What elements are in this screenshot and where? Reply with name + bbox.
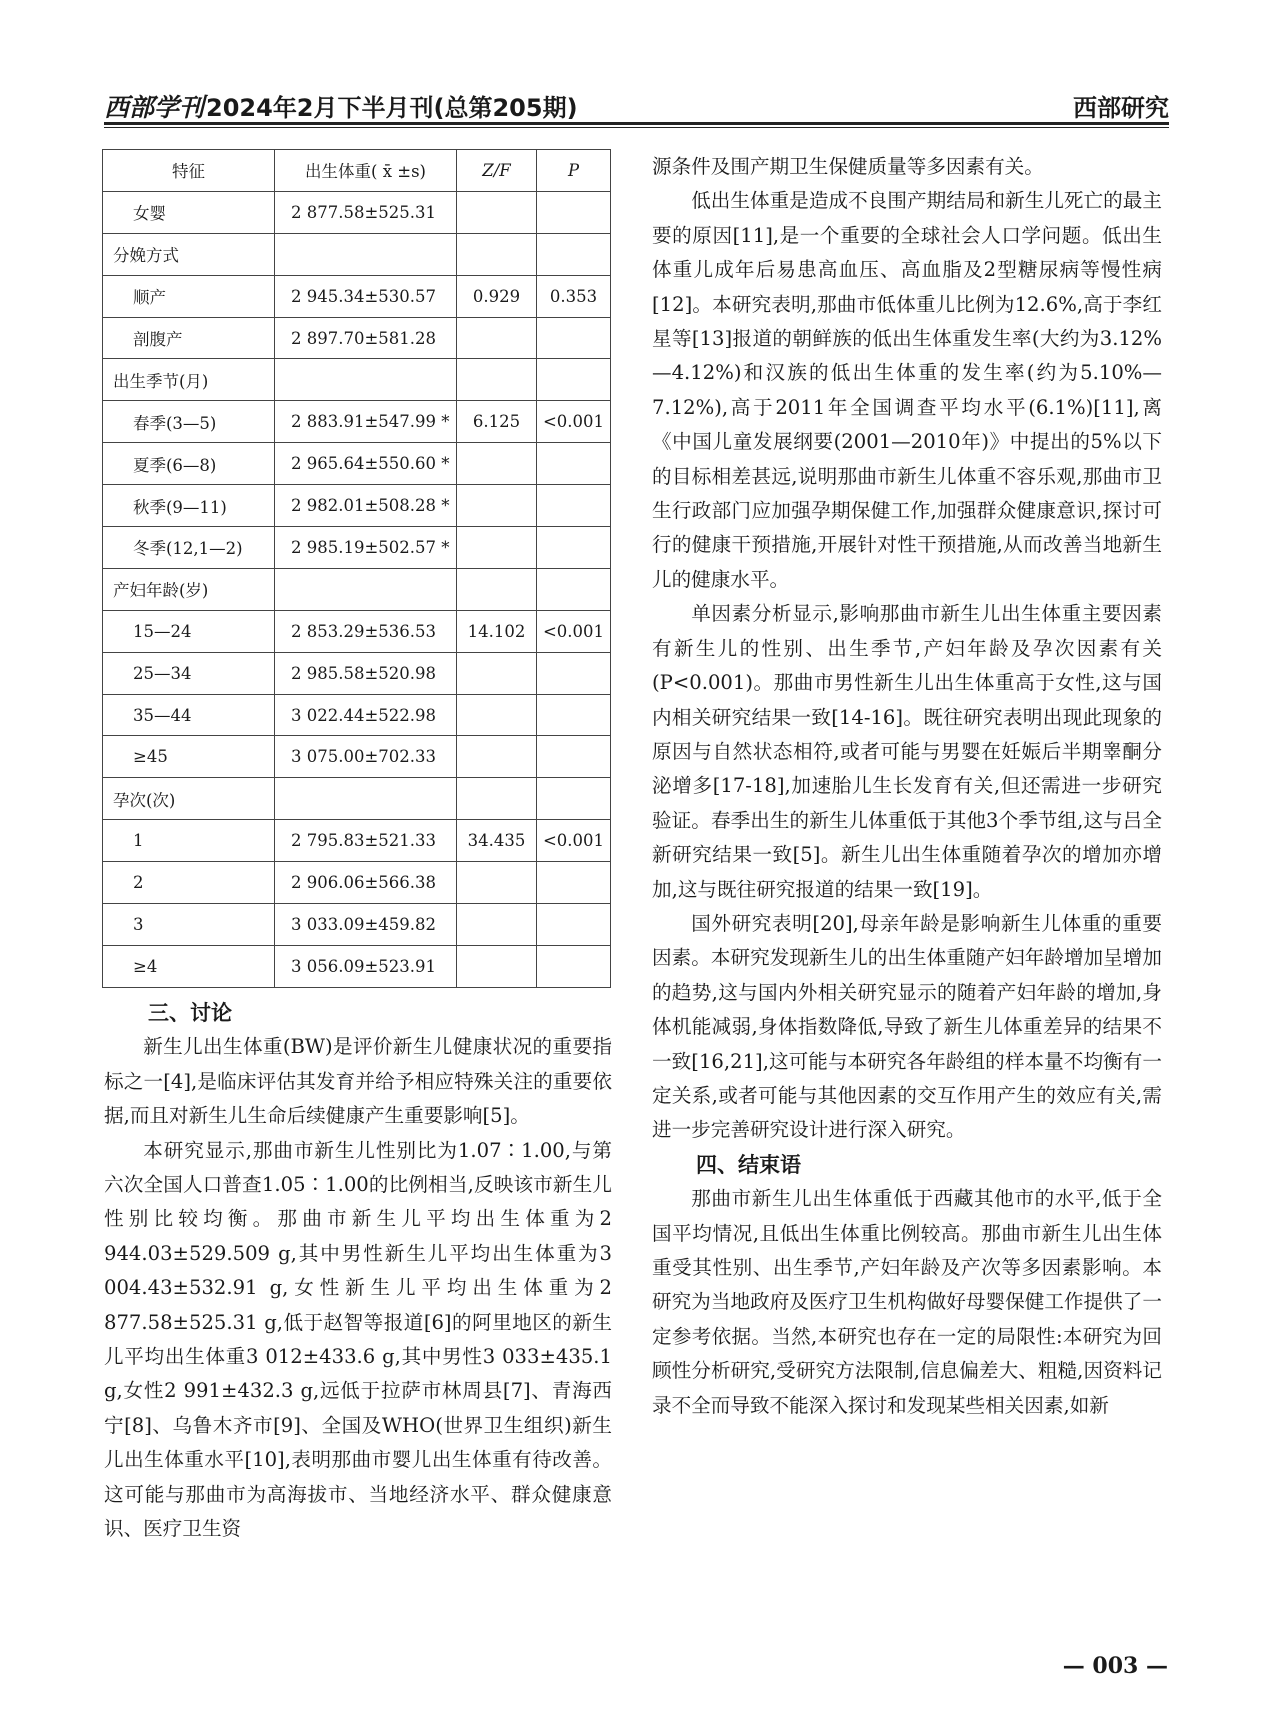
cell-p xyxy=(537,359,611,401)
paragraph: 本研究显示,那曲市新生儿性别比为1.07∶1.00,与第六次全国人口普查1.05∶1.00的比例相当,反映该市新生儿性别比较均衡。那曲市新生儿平均出生体重为2 944.03±529.509 g,其中男性新生儿平均出生体重为3 004.43±532.91 g,女性新生儿平均出生体重为2 877.58±525.31 g,低于赵智等报道[6]的阿里地区的新生儿平均出生体重3 012±433.6 g,其中男性3 033±435.1 g,女性2 991±432.3 g,远低于拉萨市林周县[7]、青海西宁[8]、乌鲁木齐市[9]、全国及WHO(世界卫生组织)新生儿出生体重水平[10],表明那曲市婴儿出生体重有待改善。这可能与那曲市为高海拔市、当地经济水平、群众健康意识、医疗卫生资 xyxy=(104,1138,612,1541)
cell-zf xyxy=(457,736,537,778)
cell-p xyxy=(537,233,611,275)
header-rule xyxy=(104,122,1169,125)
cell-p xyxy=(537,317,611,359)
cell-birth-weight xyxy=(275,233,457,275)
cell-feature: 产妇年龄(岁) xyxy=(103,568,275,610)
cell-birth-weight xyxy=(275,568,457,610)
cell-p xyxy=(537,568,611,610)
table-row xyxy=(103,736,611,778)
cell-feature: 春季(3—5) xyxy=(103,401,275,443)
paragraph: 单因素分析显示,影响那曲市新生儿出生体重主要因素有新生儿的性别、出生季节,产妇年龄及孕次因素有关(P<0.001)。那曲市男性新生儿出生体重高于女性,这与国内相关研究结果一致[14-16]。既往研究表明出现此现象的原因与自然状态相符,或者可能与男婴在妊娠后半期睾酮分泌增多[17-18],加速胎儿生长发育有关,但还需进一步研究验证。春季出生的新生儿体重低于其他3个季节组,这与吕全新研究结果一致[5]。新生儿出生体重随着孕次的增加亦增加,这与既往研究报道的结果一致[19]。 xyxy=(652,602,1162,901)
cell-zf xyxy=(457,568,537,610)
cell-p xyxy=(537,945,611,987)
cell-zf xyxy=(457,527,537,569)
cell-p xyxy=(537,527,611,569)
table-row xyxy=(103,527,611,569)
cell-zf xyxy=(457,694,537,736)
cell-feature: 25—34 xyxy=(103,652,275,694)
cell-feature: 1 xyxy=(103,820,275,862)
cell-feature: ≥4 xyxy=(103,945,275,987)
cell-zf: 34.435 xyxy=(457,820,537,862)
cell-birth-weight: 2 982.01±508.28 * xyxy=(275,485,457,527)
cell-zf xyxy=(457,359,537,401)
cell-birth-weight: 2 795.83±521.33 xyxy=(275,820,457,862)
cell-feature: 剖腹产 xyxy=(103,317,275,359)
cell-feature: 15—24 xyxy=(103,610,275,652)
cell-feature: 2 xyxy=(103,862,275,904)
cell-birth-weight: 3 075.00±702.33 xyxy=(275,736,457,778)
table-row xyxy=(103,317,611,359)
table-row xyxy=(103,191,611,233)
cell-birth-weight: 2 965.64±550.60 * xyxy=(275,443,457,485)
cell-feature: 3 xyxy=(103,904,275,946)
cell-zf xyxy=(457,317,537,359)
cell-feature: 女婴 xyxy=(103,191,275,233)
cell-zf: 14.102 xyxy=(457,610,537,652)
cell-p: <0.001 xyxy=(537,610,611,652)
header-zf: Z/F xyxy=(457,150,537,192)
cell-birth-weight: 3 022.44±522.98 xyxy=(275,694,457,736)
paragraph: 新生儿出生体重(BW)是评价新生儿健康状况的重要指标之一[4],是临床评估其发育并给予相应特殊关注的重要依据,而且对新生儿生命后续健康产生重要影响[5]。 xyxy=(104,1035,612,1128)
cell-zf xyxy=(457,862,537,904)
cell-zf xyxy=(457,485,537,527)
cell-feature: 分娩方式 xyxy=(103,233,275,275)
cell-birth-weight: 2 906.06±566.38 xyxy=(275,862,457,904)
cell-birth-weight: 2 945.34±530.57 xyxy=(275,275,457,317)
table-row xyxy=(103,485,611,527)
cell-birth-weight: 2 985.58±520.98 xyxy=(275,652,457,694)
cell-feature: 孕次(次) xyxy=(103,778,275,820)
paragraph: 国外研究表明[20],母亲年龄是影响新生儿体重的重要因素。本研究发现新生儿的出生体重随产妇年龄增加呈增加的趋势,这与国内外相关研究显示的随着产妇年龄的增加,身体机能减弱,身体指数降低,导致了新生儿体重差异的结果不一致[16,21],这可能与本研究各年龄组的样本量不均衡有一定关系,或者可能与其他因素的交互作用产生的效应有关,需进一步完善研究设计进行深入研究。 xyxy=(652,911,1162,1142)
cell-p xyxy=(537,652,611,694)
cell-birth-weight: 3 033.09±459.82 xyxy=(275,904,457,946)
journal-logo: 西部学刊 xyxy=(104,93,205,122)
cell-zf: 6.125 xyxy=(457,401,537,443)
header-feature: 特征 xyxy=(103,150,275,192)
cell-birth-weight xyxy=(275,359,457,401)
header-left xyxy=(104,88,578,124)
birth-weight-table xyxy=(102,149,611,988)
table-row xyxy=(103,945,611,987)
page-number: — 003 — xyxy=(1062,1653,1168,1679)
cell-zf xyxy=(457,191,537,233)
cell-zf xyxy=(457,904,537,946)
cell-birth-weight: 2 883.91±547.99 * xyxy=(275,401,457,443)
cell-p xyxy=(537,694,611,736)
cell-zf xyxy=(457,778,537,820)
table-row xyxy=(103,233,611,275)
table-row xyxy=(103,694,611,736)
cell-birth-weight: 2 877.58±525.31 xyxy=(275,191,457,233)
table-row xyxy=(103,359,611,401)
cell-p xyxy=(537,862,611,904)
cell-birth-weight xyxy=(275,778,457,820)
cell-feature: 秋季(9—11) xyxy=(103,485,275,527)
header-p: P xyxy=(537,150,611,192)
section-title: 西部研究 xyxy=(1073,94,1169,122)
paragraph: 那曲市新生儿出生体重低于西藏其他市的水平,低于全国平均情况,且低出生体重比例较高。那曲市新生儿出生体重受其性别、出生季节,产妇年龄及产次等多因素影响。本研究为当地政府及医疗卫生机构做好母婴保健工作提供了一定参考依据。当然,本研究也存在一定的局限性:本研究为回顾性分析研究,受研究方法限制,信息偏差大、粗糙,因资料记录不全而导致不能深入探讨和发现某些相关因素,如新 xyxy=(652,1187,1162,1417)
table-row xyxy=(103,275,611,317)
table-row xyxy=(103,820,611,862)
table-row xyxy=(103,652,611,694)
cell-feature: 出生季节(月) xyxy=(103,359,275,401)
cell-birth-weight: 3 056.09±523.91 xyxy=(275,945,457,987)
right-column xyxy=(652,150,1162,1423)
cell-p: <0.001 xyxy=(537,820,611,862)
cell-feature: 冬季(12,1—2) xyxy=(103,527,275,569)
table-row xyxy=(103,443,611,485)
cell-p xyxy=(537,904,611,946)
header-rule-thin xyxy=(104,127,1169,128)
cell-zf: 0.929 xyxy=(457,275,537,317)
cell-p xyxy=(537,736,611,778)
cell-birth-weight: 2 897.70±581.28 xyxy=(275,317,457,359)
cell-p xyxy=(537,443,611,485)
section-heading-discussion: 三、讨论 xyxy=(148,1001,232,1025)
cell-feature: 顺产 xyxy=(103,275,275,317)
page-header xyxy=(104,84,1169,124)
header-birth-weight: 出生体重( x̄ ±s) xyxy=(275,150,457,192)
cell-birth-weight: 2 985.19±502.57 * xyxy=(275,527,457,569)
cell-zf xyxy=(457,443,537,485)
cell-feature: 35—44 xyxy=(103,694,275,736)
cell-p xyxy=(537,191,611,233)
cell-p xyxy=(537,485,611,527)
cell-p xyxy=(537,778,611,820)
table-body xyxy=(103,191,611,987)
table-row xyxy=(103,862,611,904)
issue-info: 2024年2月下半月刊(总第205期) xyxy=(206,94,578,122)
cell-zf xyxy=(457,652,537,694)
paragraph-continued: 源条件及围产期卫生保健质量等多因素有关。 xyxy=(652,155,1044,178)
cell-feature: 夏季(6—8) xyxy=(103,443,275,485)
table-row xyxy=(103,904,611,946)
table-row xyxy=(103,401,611,443)
cell-p: <0.001 xyxy=(537,401,611,443)
cell-feature: ≥45 xyxy=(103,736,275,778)
left-column xyxy=(104,996,612,1547)
table-row xyxy=(103,778,611,820)
cell-zf xyxy=(457,233,537,275)
cell-p: 0.353 xyxy=(537,275,611,317)
section-heading-conclusion: 四、结束语 xyxy=(696,1152,801,1177)
paragraph: 低出生体重是造成不良围产期结局和新生儿死亡的最主要的原因[11],是一个重要的全球社会人口学问题。低出生体重儿成年后易患高血压、高血脂及2型糖尿病等慢性病[12]。本研究表明,那曲市低体重儿比例为12.6%,高于李红星等[13]报道的朝鲜族的低出生体重发生率(大约为3.12%—4.12%)和汉族的低出生体重的发生率(约为5.10%—7.12%),高于2011年全国调查平均水平(6.1%)[11],离《中国儿童发展纲要(2001—2010年)》中提出的5%以下的目标相差甚远,说明那曲市新生儿体重不容乐观,那曲市卫生行政部门应加强孕期保健工作,加强群众健康意识,探讨可行的健康干预措施,开展针对性干预措施,从而改善当地新生儿的健康水平。 xyxy=(652,189,1162,591)
table-row xyxy=(103,610,611,652)
table-header-row xyxy=(103,150,611,192)
cell-birth-weight: 2 853.29±536.53 xyxy=(275,610,457,652)
table-row xyxy=(103,568,611,610)
cell-zf xyxy=(457,945,537,987)
